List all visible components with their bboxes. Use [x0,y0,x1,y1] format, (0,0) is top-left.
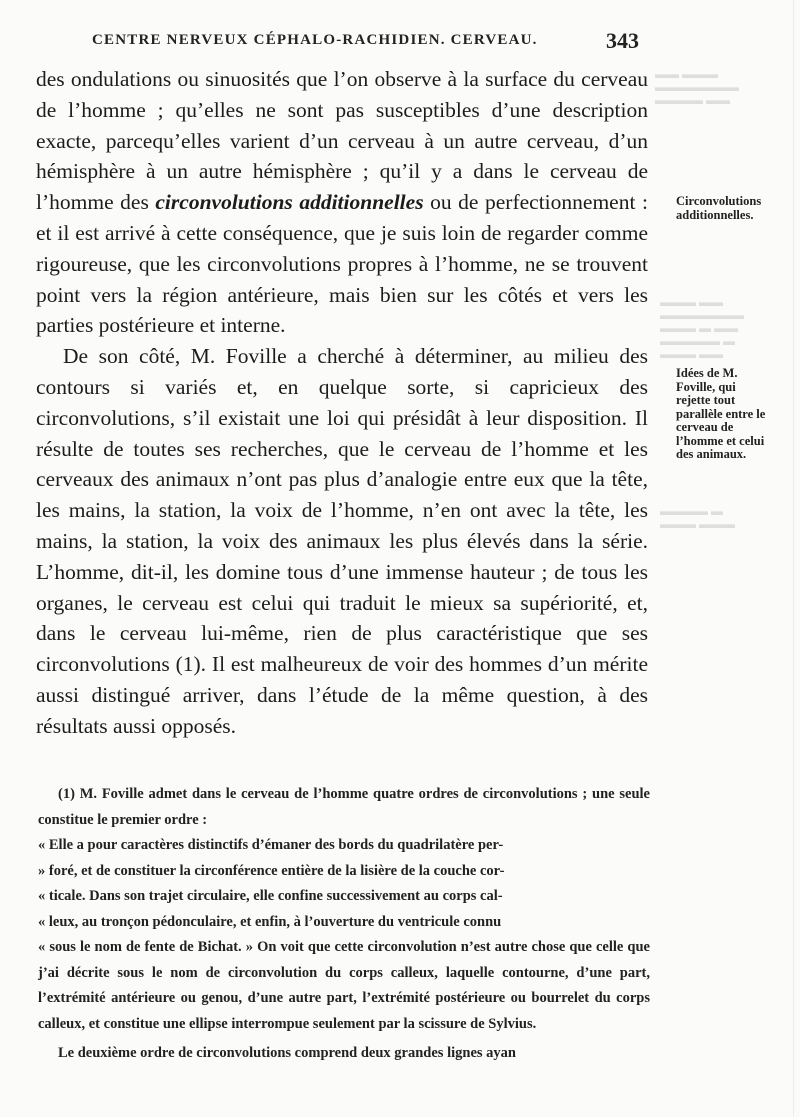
footnote-continuation: Le deuxième ordre de circonvolutions comprend deux grandes lignes ayan [58,1045,516,1061]
page-number: 343 [606,28,639,53]
paragraph [36,64,648,341]
footnote-quote-end: « sous le nom de fente de Bichat. » [38,939,253,955]
body-text [36,64,648,742]
margin-note: Idées de M. Foville, qui rejette tout parallèle entre le cerveau de l’homme et celui des animaux. [676,366,766,461]
bleed-through-mark: ▬▬ ▬▬▬ ▬▬▬▬▬▬▬ ▬▬▬▬ ▬▬ [655,67,739,107]
margin-note: Circonvolutions additionnelles. [676,194,762,222]
footnote-intro: (1) M. Foville admet dans le cerveau de l’homme quatre ordres de circonvolutions ; une seule constitue le premier ordre : [38,786,650,828]
page-edge [793,0,794,1117]
footnote-quote-line [38,935,650,1037]
footnote-quote-line: « ticale. Dans son trajet circulaire, elle confine successivement au corps cal- [38,888,503,904]
running-head: CENTRE NERVEUX CÉPHALO-RACHIDIEN. CERVEAU. [92,32,538,48]
bleed-through-mark: ▬▬▬ ▬▬ ▬▬▬▬▬▬▬ ▬▬▬ ▬ ▬▬ ▬▬▬▬▬ ▬ ▬▬▬ ▬▬ [660,295,744,361]
footnote-quote-line: « leux, au tronçon pédonculaire, et enfin, à l’ouverture du ventricule connu [38,913,502,930]
footnote-quote-line: » foré, et de constituer la circonférence entière de la lisière de la couche cor- [38,862,505,879]
paragraph-text: ou de perfectionnement : et il est arrivé à cette conséquence, que je suis loin de regarder comme rigoureuse, que les circonvolutions propres à l’homme, ne se trouvent point vers la région antérieure, mais bien sur les côtés et vers les parties postérieure et interne. [36,190,648,338]
bleed-through-mark: ▬▬▬▬ ▬ ▬▬▬ ▬▬▬ [660,504,735,531]
paragraph: De son côté, M. Foville a cherché à déterminer, au milieu des contours si variés et, en quelque sorte, si capricieux des circonvolutions, s’il existait une loi qui présidât à leur disposition. Il résulte de toutes ses recherches, que le cerveau de l’homme et les cerveaux des animaux n’ont pas plus d’analogie entre eux que la tête, les mains, la station, la voix de l’homme, n’en ont avec la tête, les mains, la station, la voix des animaux les plus élevés dans la série. L’homme, dit-il, les domine tous d’une immense hauteur ; de tous les organes, le cerveau est celui qui traduit le mieux sa supériorité, et, dans le cerveau lui-même, rien de plus caractéristique que ses circonvolutions (1). Il est malheureux de voir des hommes d’un mérite aussi distingué arriver, dans l’étude de la même question, à des résultats aussi opposés. [36,344,648,738]
italic-term: circonvolutions additionnelles [155,190,424,215]
footnote-commentary: On voit que cette circonvolution n’est autre chose que celle que j’ai décrite sous le nom de circonvolution du corps calleux, laquelle contourne, d’une part, l’extrémité antérieure ou genou, d’une autre part, l’extrémité postérieure ou bourrelet du corps calleux, et constitue une ellipse interrompue seulement par la scissure de Sylvius. [38,939,650,1032]
footnote [38,782,650,1067]
paragraph-text: des ondulations ou sinuosités que l’on observe à la surface du cerveau de l’homme ; qu’elles ne sont pas susceptibles d’une description exacte, parcequ’elles varient d’un cerveau à un autre cerveau, d’un hémisphère à un autre hémisphère ; qu’il y a dans le cerveau de l’homme des [36,67,648,215]
footnote-quote-line: « Elle a pour caractères distinctifs d’émaner des bords du quadrilatère per- [38,837,504,853]
